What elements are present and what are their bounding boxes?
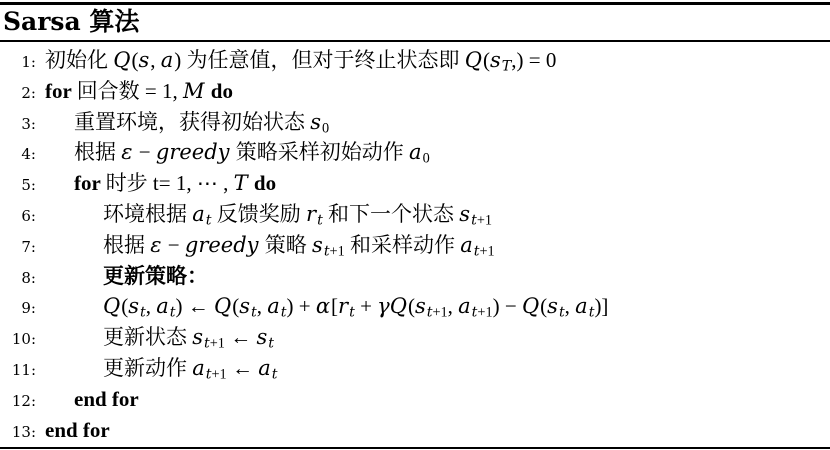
- text-segment: ,: [256, 294, 268, 319]
- text-segment: s: [128, 294, 139, 319]
- text-segment: s: [547, 294, 558, 319]
- text-segment: a: [409, 140, 422, 165]
- text-segment: Q: [113, 48, 131, 72]
- text-segment: [: [331, 294, 339, 319]
- line-number: 9:: [21, 299, 36, 318]
- text-segment: s: [310, 109, 322, 134]
- text-segment: +1: [479, 243, 495, 260]
- text-segment: t: [473, 243, 480, 260]
- text-segment: t: [205, 212, 212, 229]
- text-segment: Q: [103, 294, 121, 319]
- text-segment: (: [131, 48, 139, 72]
- algorithm-line: [0, 415, 830, 446]
- text-segment: )]: [594, 294, 609, 319]
- text-segment: end for: [74, 386, 139, 411]
- line-content: [36, 76, 233, 107]
- line-number: 8:: [21, 268, 36, 287]
- text-segment: −: [133, 140, 156, 165]
- line-number: 11:: [11, 360, 36, 379]
- text-segment: (: [483, 48, 490, 72]
- text-segment: ) 为任意值，但对于终止状态即: [174, 48, 465, 72]
- text-segment: t: [271, 366, 278, 383]
- algorithm-line: [0, 353, 830, 384]
- text-segment: t: [588, 305, 595, 322]
- text-segment: 根据: [74, 140, 122, 165]
- text-segment: for: [74, 171, 106, 196]
- text-segment: a: [460, 232, 473, 257]
- text-segment: 根据: [103, 232, 151, 257]
- text-segment: 回合数 = 1,: [76, 78, 184, 103]
- text-segment: 0: [322, 120, 330, 137]
- text-segment: +1: [477, 305, 493, 322]
- text-segment: Q: [214, 294, 232, 319]
- text-segment: t: [268, 335, 274, 352]
- text-segment: s: [459, 201, 471, 226]
- text-segment: 环境根据: [103, 201, 193, 226]
- line-number: 10:: [11, 330, 36, 349]
- text-segment: greedy: [184, 232, 259, 257]
- text-segment: +1: [209, 335, 225, 352]
- text-segment: ,: [447, 294, 459, 319]
- text-segment: 更新状态: [103, 325, 193, 350]
- text-segment: do: [248, 171, 277, 196]
- line-content: [36, 415, 110, 446]
- text-segment: t: [317, 212, 323, 229]
- text-segment: +1: [432, 305, 448, 322]
- text-segment: a: [575, 294, 588, 319]
- text-segment: t: [471, 212, 477, 229]
- text-segment: +1: [329, 243, 345, 260]
- text-segment: t: [558, 305, 565, 322]
- algorithm-line: [0, 45, 830, 76]
- text-segment: ,: [150, 48, 161, 72]
- line-number: 6:: [21, 206, 36, 225]
- text-segment: s: [256, 325, 268, 350]
- line-content: [36, 168, 276, 199]
- text-segment: (: [407, 294, 415, 319]
- text-segment: t: [140, 305, 146, 322]
- text-segment: 更新动作: [103, 355, 193, 380]
- text-segment: t: [323, 243, 330, 260]
- text-segment: s: [192, 325, 204, 350]
- algorithm-body: [0, 42, 830, 447]
- text-segment: r: [306, 201, 317, 226]
- algorithm-line: [0, 107, 830, 138]
- text-segment: 0: [422, 151, 430, 168]
- line-number: 1:: [21, 53, 36, 71]
- line-number: 3:: [21, 114, 36, 133]
- text-segment: 和下一个状态: [322, 201, 460, 226]
- text-segment: a: [458, 294, 471, 319]
- text-segment: ←: [226, 355, 259, 380]
- text-segment: end for: [45, 417, 110, 442]
- text-segment: do: [205, 78, 233, 103]
- text-segment: s: [490, 48, 501, 72]
- text-segment: s: [239, 294, 250, 319]
- text-segment: T: [233, 171, 248, 196]
- text-segment: ε: [121, 140, 133, 165]
- line-number: 4:: [21, 145, 36, 164]
- text-segment: (: [121, 294, 129, 319]
- text-segment: 初始化: [45, 48, 114, 72]
- text-segment: r: [338, 294, 349, 319]
- text-segment: t: [169, 305, 176, 322]
- text-segment: (: [540, 294, 548, 319]
- text-segment: t: [471, 305, 478, 322]
- bottom-rule: [0, 447, 830, 449]
- text-segment: a: [258, 355, 271, 380]
- text-segment: t: [349, 305, 355, 322]
- text-segment: t: [205, 366, 212, 383]
- text-segment: a: [192, 355, 205, 380]
- algorithm-line: [0, 230, 830, 261]
- line-number: 7:: [21, 237, 36, 256]
- text-segment: t: [280, 305, 287, 322]
- text-segment: 反馈奖励: [211, 201, 307, 226]
- text-segment: ,) = 0: [511, 48, 557, 72]
- text-segment: 策略采样初始动作: [230, 140, 410, 165]
- text-segment: T: [501, 58, 512, 75]
- text-segment: +1: [211, 366, 227, 383]
- algorithm-line: [0, 384, 830, 415]
- text-segment: 时步 t= 1, ⋯ ,: [105, 171, 234, 196]
- text-segment: t: [251, 305, 257, 322]
- text-segment: Q: [521, 294, 540, 319]
- algorithm-line: [0, 291, 830, 322]
- text-segment: ) ←: [175, 294, 214, 319]
- text-segment: greedy: [155, 140, 230, 165]
- text-segment: +: [354, 294, 378, 319]
- text-segment: t: [204, 335, 210, 352]
- text-segment: for: [45, 78, 77, 103]
- line-number: 13:: [11, 422, 36, 441]
- text-segment: s: [414, 294, 426, 319]
- text-segment: t: [426, 305, 433, 322]
- text-segment: γQ: [377, 294, 407, 319]
- text-segment: ←: [224, 325, 257, 350]
- text-segment: ε: [150, 232, 162, 257]
- line-number: 2:: [21, 83, 36, 102]
- text-segment: s: [312, 232, 323, 257]
- line-number: 12:: [11, 391, 36, 410]
- text-segment: 策略: [259, 232, 313, 257]
- algorithm-title: Sarsa 算法: [3, 7, 140, 36]
- text-segment: a: [192, 201, 205, 226]
- text-segment: s: [138, 48, 150, 72]
- text-segment: (: [232, 294, 240, 319]
- algorithm-line: [0, 199, 830, 230]
- text-segment: ) +: [286, 294, 316, 319]
- text-segment: ,: [564, 294, 576, 319]
- line-number: 5:: [21, 176, 36, 195]
- text-segment: 更新策略：: [103, 263, 208, 288]
- text-segment: ,: [145, 294, 157, 319]
- line-content: [36, 261, 208, 292]
- text-segment: a: [267, 294, 280, 319]
- text-segment: −: [162, 232, 185, 257]
- text-segment: ) −: [492, 294, 522, 319]
- line-content: [36, 384, 139, 415]
- text-segment: a: [160, 48, 174, 72]
- text-segment: 重置环境，获得初始状态: [74, 109, 311, 134]
- text-segment: Q: [464, 48, 482, 72]
- algorithm-line: [0, 137, 830, 168]
- text-segment: α: [315, 294, 331, 319]
- text-segment: +1: [476, 212, 492, 229]
- text-segment: a: [156, 294, 169, 319]
- text-segment: M: [183, 78, 205, 103]
- text-segment: 和采样动作: [344, 232, 461, 257]
